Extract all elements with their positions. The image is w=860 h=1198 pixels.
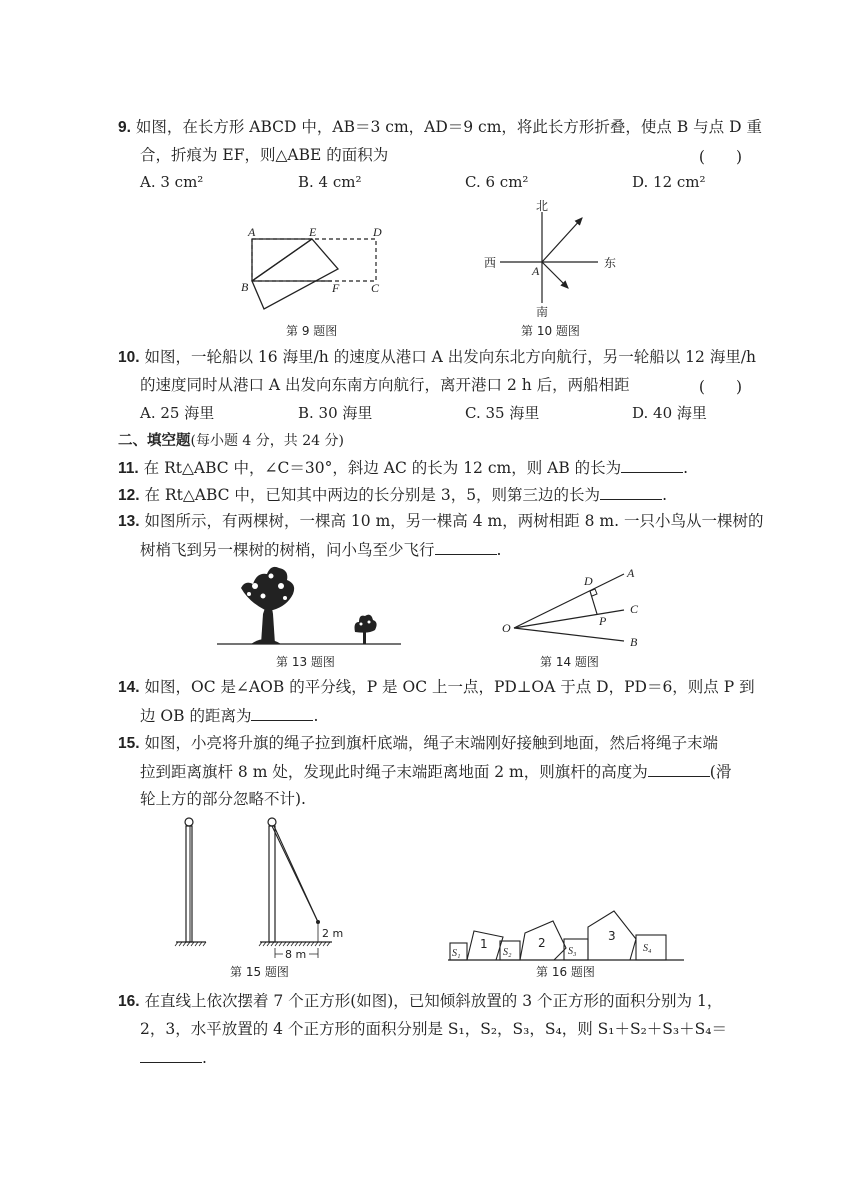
q10-line1 (118, 347, 756, 368)
q10-option-b: B. 30 海里 (298, 404, 373, 422)
q9-line1 (118, 117, 762, 138)
figure-14 (500, 565, 650, 655)
q9-line2 (140, 145, 388, 165)
fig13-big-tree (241, 567, 294, 644)
q12-end: . (662, 486, 667, 504)
q9-option-c: C. 6 cm² (465, 173, 529, 191)
fig9-folded-part (252, 239, 338, 309)
fig14-label-d: D (584, 574, 593, 588)
fig15-pole-left (175, 818, 206, 946)
fig16-label-1: 1 (480, 937, 488, 951)
q10-line2 (140, 375, 630, 395)
q10-number: 10. (118, 349, 140, 366)
q9-option-a: A. 3 cm² (140, 173, 204, 191)
fig16-label-3: 3 (608, 929, 616, 943)
q10-answer-paren: ( ) (698, 378, 742, 396)
fig9-caption: 第 9 题图 (286, 324, 338, 338)
fig9-label-c: C (371, 281, 380, 295)
fig9-original-rect (252, 239, 376, 281)
fig16-label-2: 2 (538, 936, 546, 950)
q10-option-a: A. 25 海里 (140, 404, 215, 422)
q15-text-3: 轮上方的部分忽略不计). (140, 790, 306, 808)
q14-line2 (140, 705, 318, 726)
figure-9 (240, 225, 390, 320)
fig10-south-label: 南 (536, 305, 549, 319)
fig10-north-label: 北 (536, 199, 549, 213)
fig10-east-label: 东 (604, 256, 617, 270)
q11-answer-blank[interactable] (621, 457, 683, 473)
q15-text-2: 拉到距离旗杆 8 m 处，发现此时绳子末端距离地面 2 m，则旗杆的高度为 (140, 763, 648, 781)
fig14-label-a: A (627, 566, 635, 580)
q11-number: 11. (118, 460, 139, 477)
q16-number: 16. (118, 993, 140, 1010)
fig16-label-s4: S₄ (643, 943, 652, 954)
fig10-caption: 第 10 题图 (521, 324, 580, 338)
fig16-caption: 第 16 题图 (536, 965, 595, 979)
q9-text-1: 如图，在长方形 ABCD 中，AB＝3 cm，AD＝9 cm，将此长方形折叠，使点 B 与点 D 重 (135, 118, 762, 136)
q15-line2 (140, 761, 731, 782)
q15-line1 (118, 733, 718, 754)
q9-option-b: B. 4 cm² (298, 173, 362, 191)
fig16-label-s3: S₃ (568, 946, 577, 957)
section2-heading (118, 430, 344, 451)
q9-number: 9. (118, 119, 131, 136)
q9-answer-paren: ( ) (698, 148, 742, 166)
q15-answer-blank[interactable] (648, 761, 710, 777)
fig16-label-s1: S₁ (452, 948, 461, 959)
q16-end: . (202, 1049, 207, 1067)
fig15-label-2m: 2 m (322, 927, 344, 940)
section2-note: (每小题 4 分，共 24 分) (190, 433, 344, 449)
fig10-point-a: A (532, 264, 540, 278)
q9-option-d: D. 12 cm² (632, 173, 706, 191)
q12-number: 12. (118, 487, 140, 504)
q11-text: 在 Rt△ABC 中，∠C＝30°，斜边 AC 的长为 12 cm，则 AB 的长为 (143, 459, 622, 477)
figure-16 (440, 895, 690, 965)
fig14-ray-oc (514, 610, 624, 628)
fig9-label-d: D (373, 225, 382, 239)
fig15-label-8m: 8 m (285, 948, 307, 961)
q9-text-2: 合，折痕为 EF，则△ABE 的面积为 (140, 146, 389, 164)
fig14-label-c: C (630, 602, 639, 616)
figure-15 (170, 810, 360, 960)
fig13-small-tree (355, 615, 377, 644)
fig9-label-a: A (248, 225, 256, 239)
figure-13 (215, 562, 405, 652)
q13-end: . (496, 541, 502, 559)
q14-number: 14. (118, 679, 140, 696)
q14-end: . (313, 707, 319, 725)
q13-answer-blank[interactable] (435, 539, 497, 555)
fig14-caption: 第 14 题图 (540, 655, 599, 669)
q16-line1 (118, 991, 722, 1012)
q11 (118, 457, 688, 479)
figure-10 (480, 198, 630, 323)
fig9-label-e: E (309, 225, 317, 239)
q11-end: . (683, 459, 689, 477)
q14-text-2: 边 OB 的距离为 (140, 707, 252, 725)
q15-text-2-end: (滑 (709, 763, 732, 781)
q14-text-1: 如图，OC 是∠AOB 的平分线，P 是 OC 上一点，PD⊥OA 于点 D，PD＝6，则点 P 到 (144, 678, 755, 696)
fig10-southeast-arrow (542, 262, 568, 288)
q10-text-2: 的速度同时从港口 A 出发向东南方向航行，离开港口 2 h 后，两船相距 (140, 376, 630, 394)
q12 (118, 484, 667, 506)
q16-answer-blank[interactable] (140, 1047, 202, 1063)
q13-line1 (118, 511, 763, 532)
fig14-label-b: B (630, 635, 638, 649)
q13-line2 (140, 539, 501, 560)
q16-text-2: 2，3，水平放置的 4 个正方形的面积分别是 S₁，S₂，S₃，S₄，则 S₁＋S₂＋S₃＋S₄＝ (140, 1020, 727, 1038)
q16-line3 (140, 1047, 207, 1068)
fig10-west-label: 西 (484, 256, 497, 270)
q14-line1 (118, 677, 755, 698)
fig9-label-b: B (241, 280, 249, 294)
q12-answer-blank[interactable] (600, 484, 662, 500)
fig14-label-p: P (599, 614, 607, 628)
q15-number: 15. (118, 735, 140, 752)
q16-line2 (140, 1019, 727, 1039)
q13-text-1: 如图所示，有两棵树，一棵高 10 m，另一棵高 4 m，两树相距 8 m. 一只小鸟从一棵树的 (144, 512, 764, 530)
fig15-caption: 第 15 题图 (230, 965, 289, 979)
q10-option-c: C. 35 海里 (465, 404, 540, 422)
fig10-northeast-arrow (542, 218, 582, 262)
fig13-caption: 第 13 题图 (276, 655, 335, 669)
q12-text: 在 Rt△ABC 中，已知其中两边的长分别是 3，5，则第三边的长为 (144, 486, 601, 504)
fig9-label-f: F (332, 281, 340, 295)
fig16-label-s2: S₂ (503, 947, 512, 958)
fig14-label-o: O (502, 621, 511, 635)
q14-answer-blank[interactable] (251, 705, 313, 721)
q15-line3 (140, 789, 306, 809)
q15-text-1: 如图，小亮将升旗的绳子拉到旗杆底端，绳子末端刚好接触到地面，然后将绳子末端 (144, 734, 719, 752)
q16-text-1: 在直线上依次摆着 7 个正方形(如图)，已知倾斜放置的 3 个正方形的面积分别为 1， (144, 992, 723, 1010)
q10-text-1: 如图，一轮船以 16 海里/h 的速度从港口 A 出发向东北方向航行，另一轮船以 12 海里/h (144, 348, 757, 366)
fig14-ray-ob (514, 628, 624, 641)
section2-title: 二、填空题 (118, 433, 191, 449)
q13-text-2: 树梢飞到另一棵树的树梢，问小鸟至少飞行 (140, 541, 435, 559)
q10-option-d: D. 40 海里 (632, 404, 707, 422)
q13-number: 13. (118, 513, 140, 530)
fig14-ray-oa (514, 574, 624, 628)
